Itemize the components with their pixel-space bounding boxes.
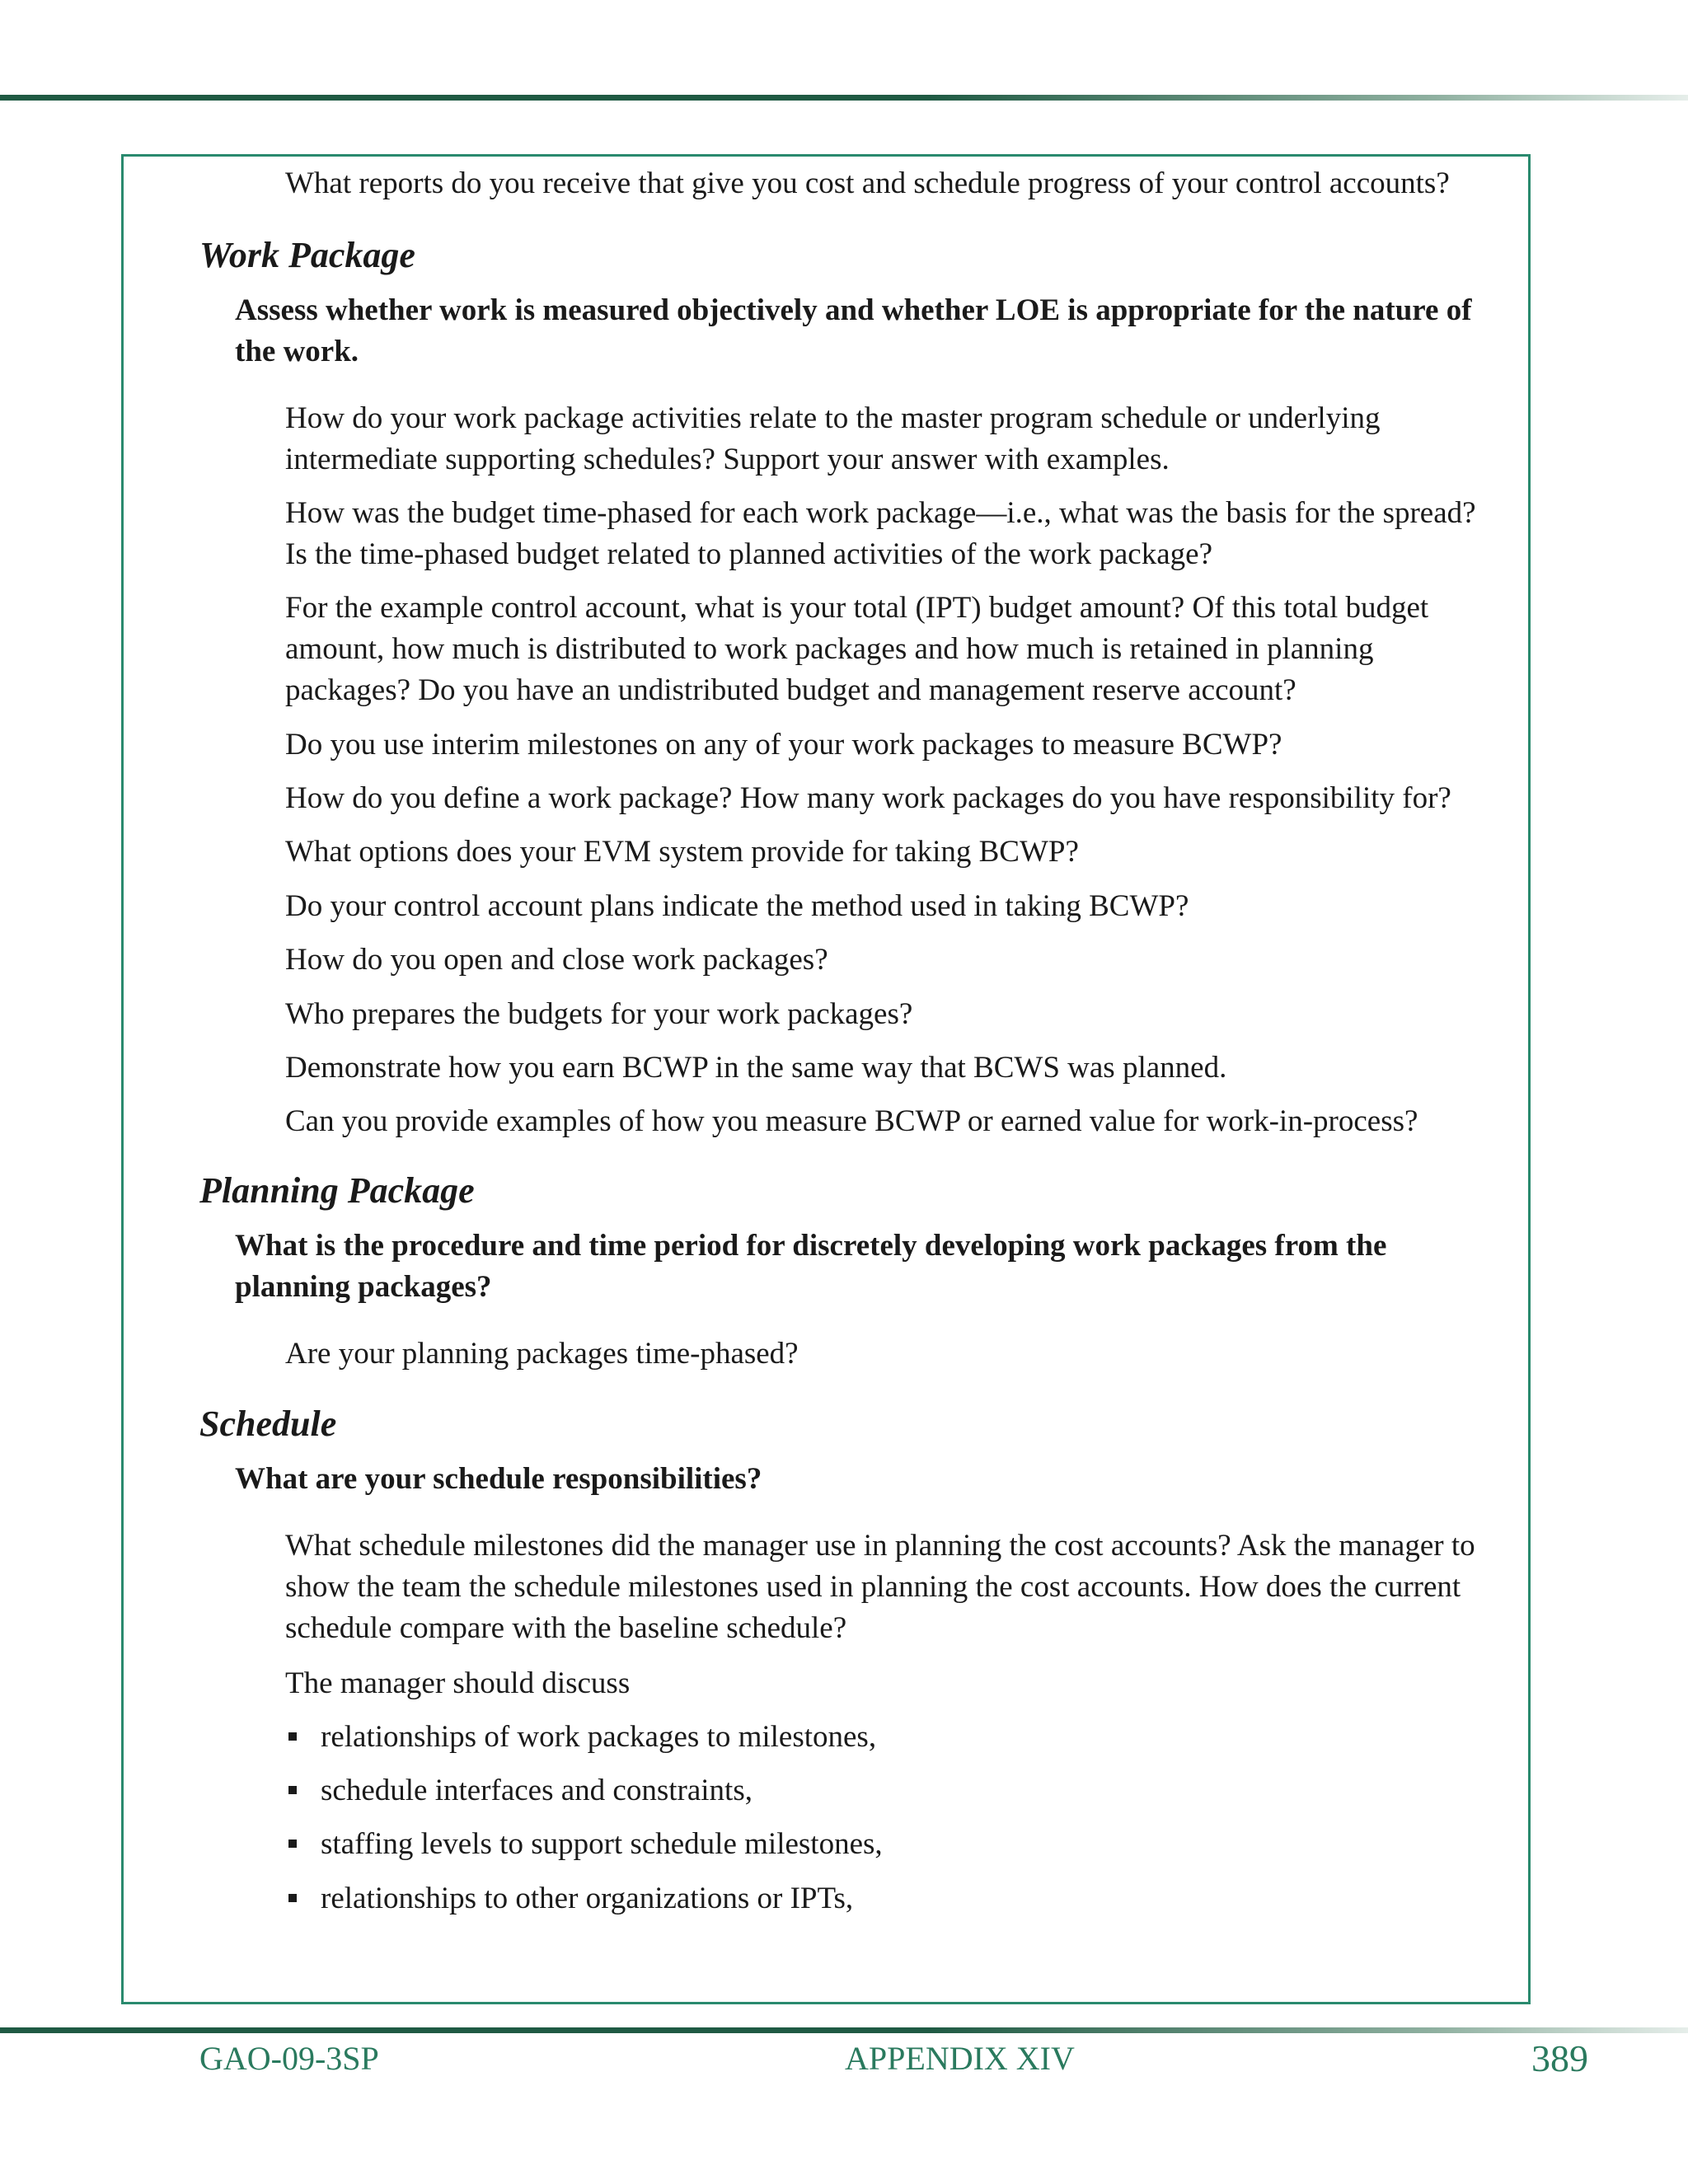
work-package-question: How was the budget time-phased for each work package—i.e., what was the basis for the spread? Is the time-phased budget related to planned activities of the work package? bbox=[285, 496, 1476, 571]
top-rule bbox=[0, 95, 1688, 101]
work-package-question: Do your control account plans indicate the method used in taking BCWP? bbox=[285, 889, 1189, 923]
work-package-question: Can you provide examples of how you measure BCWP or earned value for work-in-process? bbox=[285, 1104, 1418, 1138]
footer-report-id: GAO-09-3SP bbox=[199, 2040, 379, 2077]
section-heading-schedule: Schedule bbox=[199, 1404, 337, 1444]
bullet-square-icon bbox=[288, 1840, 297, 1848]
intro-question: What reports do you receive that give you cost and schedule progress of your control accounts? bbox=[285, 166, 1450, 200]
footer-page-number: 389 bbox=[1531, 2037, 1588, 2079]
work-package-question: How do you open and close work packages? bbox=[285, 943, 828, 977]
footer-section: APPENDIX XIV bbox=[845, 2040, 1075, 2077]
planning-package-lead: What is the procedure and time period for discretely developing work packages from the planning packages? bbox=[235, 1229, 1387, 1304]
section-heading-work-package: Work Package bbox=[199, 235, 415, 275]
work-package-question: Demonstrate how you earn BCWP in the same way that BCWS was planned. bbox=[285, 1051, 1227, 1085]
schedule-bullet: schedule interfaces and constraints, bbox=[321, 1774, 753, 1807]
work-package-question: Who prepares the budgets for your work packages? bbox=[285, 997, 913, 1031]
work-package-question: How do you define a work package? How many work packages do you have responsibility for? bbox=[285, 781, 1451, 815]
schedule-bullet: relationships to other organizations or IPTs, bbox=[321, 1882, 854, 1915]
bullet-square-icon bbox=[288, 1786, 297, 1794]
schedule-bullet: relationships of work packages to milestones, bbox=[321, 1720, 877, 1754]
schedule-bullet: staffing levels to support schedule milestones, bbox=[321, 1827, 883, 1861]
bottom-rule bbox=[0, 2027, 1688, 2033]
schedule-question: The manager should discuss bbox=[285, 1666, 631, 1700]
work-package-lead: Assess whether work is measured objectively and whether LOE is appropriate for the nature of the work. bbox=[235, 293, 1472, 368]
planning-package-question: Are your planning packages time-phased? bbox=[285, 1337, 799, 1371]
schedule-lead: What are your schedule responsibilities? bbox=[235, 1462, 762, 1496]
bullet-square-icon bbox=[288, 1732, 297, 1741]
section-heading-planning-package: Planning Package bbox=[199, 1170, 475, 1211]
work-package-question: For the example control account, what is your total (IPT) budget amount? Of this total budget amount, how much is distributed to work packages and how much is retained in planning packages? Do you have an undistributed budget and management reserve account? bbox=[285, 591, 1429, 707]
work-package-question: Do you use interim milestones on any of your work packages to measure BCWP? bbox=[285, 728, 1282, 762]
work-package-question: How do your work package activities relate to the master program schedule or underlying intermediate supporting schedules? Support your answer with examples. bbox=[285, 401, 1381, 476]
schedule-question: What schedule milestones did the manager use in planning the cost accounts? Ask the manager to show the team the schedule milestones used in planning the cost accounts. How does the current schedule compare with the baseline schedule? bbox=[285, 1529, 1475, 1645]
bullet-square-icon bbox=[288, 1894, 297, 1902]
work-package-question: What options does your EVM system provide for taking BCWP? bbox=[285, 835, 1079, 869]
